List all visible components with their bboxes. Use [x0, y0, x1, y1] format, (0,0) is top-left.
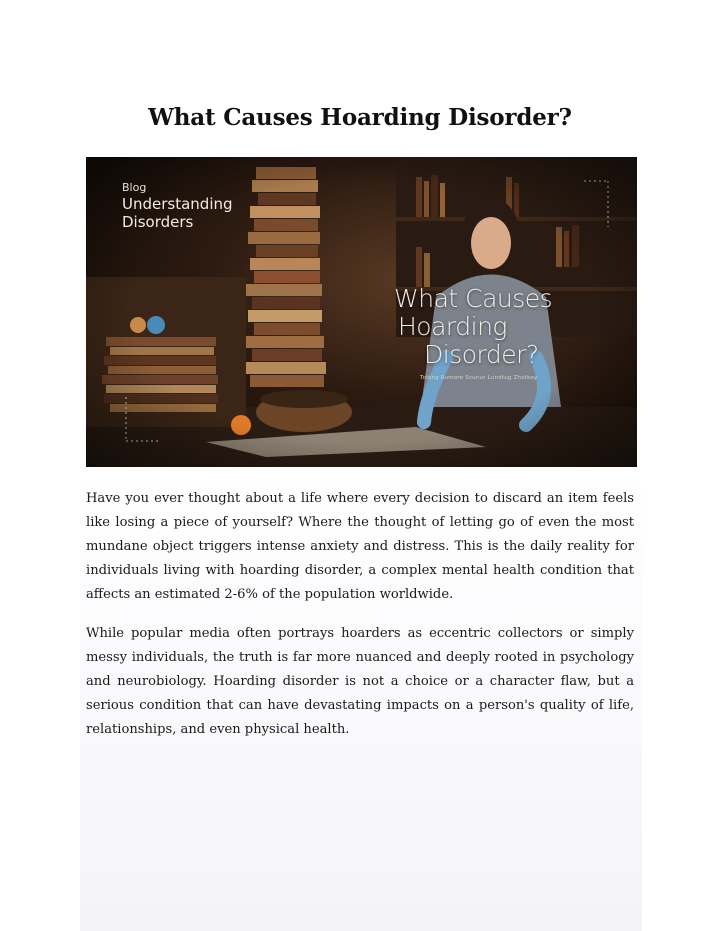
hero-image — [86, 157, 637, 467]
page-title: What Causes Hoarding Disorder? — [148, 104, 572, 131]
hero-blog-label: Blog — [122, 181, 147, 194]
article-paragraph-1: Have you ever thought about a life where every decision to discard an item feels like losing a piece of yourself? Where the thought of letting go of even the most mundane object triggers intense anxiety and distress. This is the daily reality for individuals living with hoarding disorder, a complex mental health condition that affects an estimated 2-6% of the population worldwide. — [86, 491, 634, 602]
article-paragraph-2: While popular media often portrays hoarders as eccentric collectors or simply messy individuals, the truth is far more nuanced and deeply rooted in psychology and neurobiology. Hoarding disorder is not a choice or a character flaw, but a serious condition that can have devastating impacts on a person's quality of life, relationships, and even physical health. — [86, 626, 634, 737]
hero-title — [394, 285, 569, 369]
hero-title-line-1: What Causes — [394, 284, 553, 313]
hero-subtitle: Tolong Rumore Scunur Lundtug Zhotkey — [420, 375, 538, 381]
hero-brand-name: Understanding Disorders — [122, 195, 233, 231]
hero-title-line-2: Hoarding — [398, 312, 507, 341]
hero-title-line-3: Disorder? — [424, 340, 539, 369]
